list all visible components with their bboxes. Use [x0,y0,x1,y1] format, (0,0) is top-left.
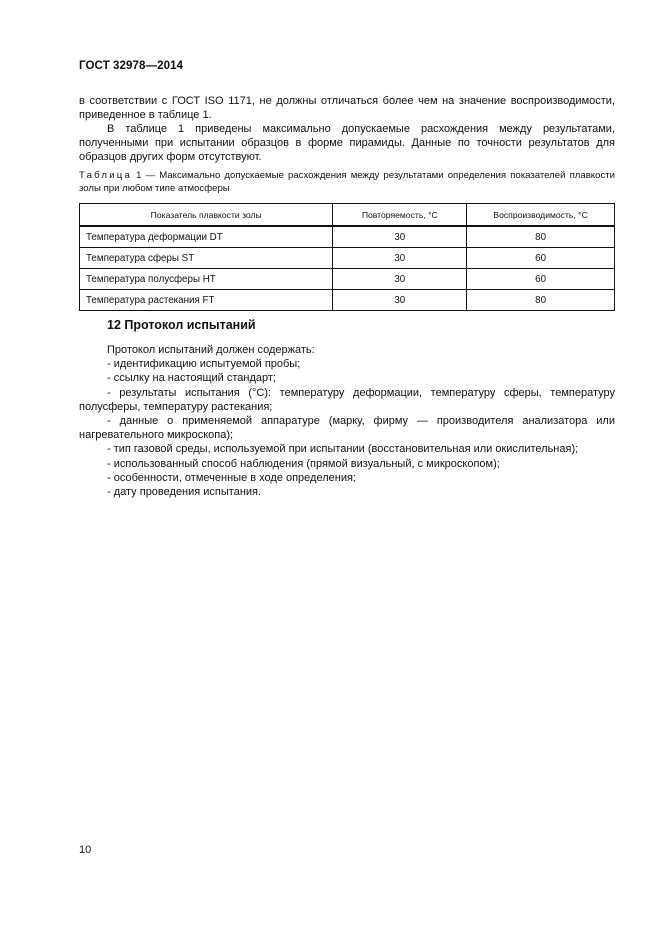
table-header-row [80,204,615,227]
list-item: - ссылку на настоящий стандарт; [107,372,276,385]
table-cell: 80 [467,226,615,248]
list-item: - тип газовой среды, используемой при испытании (восстановительная или окислительная); [107,443,579,456]
table-cell: 30 [333,226,467,248]
table-caption-label: Таблица [79,170,133,181]
table-cell: 30 [333,269,467,290]
list-item: - данные о применяемой аппаратуре (марку, фирму — производителя анализатора или нагревательного микроскопа); [79,415,615,442]
table-caption [79,170,615,195]
list-item: - идентификацию испытуемой пробы; [107,358,301,371]
list-item: - результаты испытания (°С): температуру деформации, температуру сферы, температуру полусферы, температуру растекания; [79,386,615,413]
list-item: - использованный способ наблюдения (прямой визуальный, с микроскопом); [107,457,500,470]
protocol-list [79,343,615,499]
paragraph-continuation: в соответствии с ГОСТ ISO 1171, не должны отличаться более чем на значение воспроизводимости, приведенное в таблице 1. [79,95,615,121]
table-cell: 80 [467,290,615,311]
table-row [80,248,615,269]
list-item: - дату проведения испытания. [107,486,262,499]
paragraph-table-intro: В таблице 1 приведены максимально допускаемые расхождения между результатами, полученными при испытании образцов в форме пирамиды. Данные по точности результатов для образцов других форм отсутствуют. [79,123,615,163]
page-number: 10 [79,844,92,856]
table-cell: 30 [333,290,467,311]
table-header-cell: Повторяемость, °С [333,204,467,227]
table-cell: Температура полусферы HT [80,269,333,290]
document-header: ГОСТ 32978—2014 [79,60,184,72]
table-header-cell: Показатель плавкости золы [80,204,333,227]
table-caption-text: 1 — Максимально допускаемые расхождения между результатами определения показателей плавкости золы при любом типе атмосферы [79,170,615,194]
table-cell: Температура растекания FT [80,290,333,311]
list-item: - особенности, отмеченные в ходе определения; [107,471,356,484]
table-cell: Температура деформации DT [80,226,333,248]
table-row [80,290,615,311]
section-title: 12 Протокол испытаний [107,318,256,332]
precision-table [79,203,615,311]
table-cell: 30 [333,248,467,269]
table-header-cell: Воспроизводимость, °С [467,204,615,227]
table-cell: 60 [467,269,615,290]
table-cell: Температура сферы ST [80,248,333,269]
list-intro: Протокол испытаний должен содержать: [107,344,315,356]
table-row [80,226,615,248]
table-row [80,269,615,290]
table-cell: 60 [467,248,615,269]
